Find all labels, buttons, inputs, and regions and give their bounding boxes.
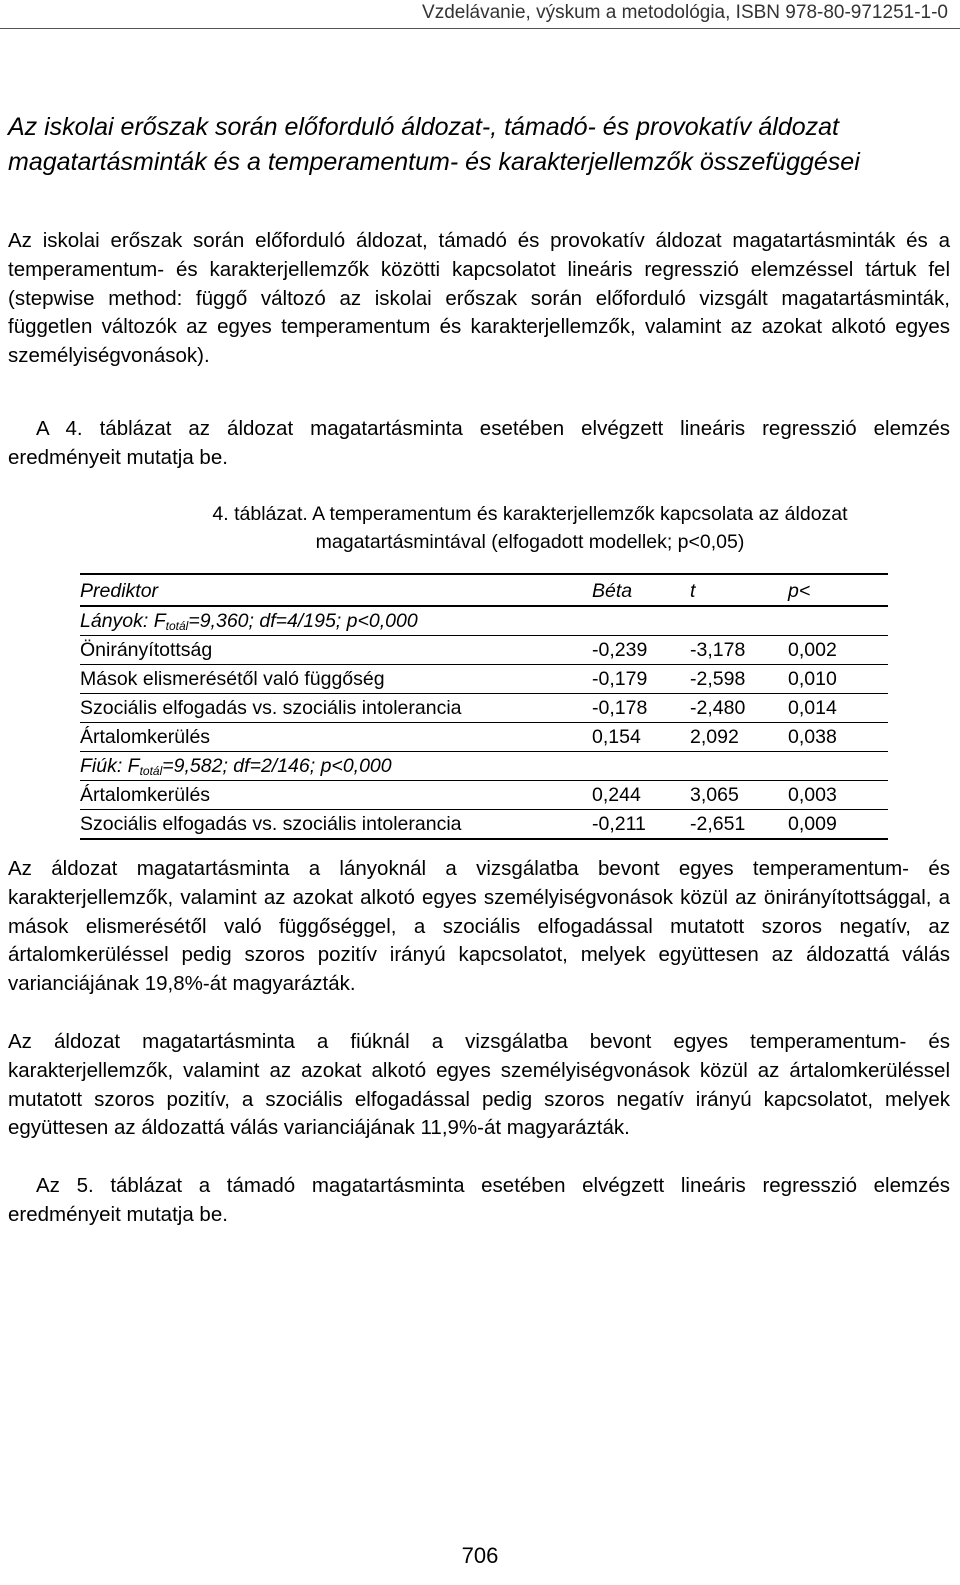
cell-beta: -0,178: [592, 694, 690, 723]
header-t: t: [690, 574, 788, 606]
cell-beta: -0,211: [592, 810, 690, 840]
table-caption: 4. táblázat. A temperamentum és karakterjellemzők kapcsolata az áldozat magatartásmintával (elfogadott modellek; p<0,05): [212, 503, 848, 553]
cell-t: -3,178: [690, 636, 788, 665]
cell-p: 0,014: [788, 694, 888, 723]
paragraph-boys-results: Az áldozat magatartásminta a fiúknál a vizsgálatba bevont egyes temperamentum- és karakterjellemzők, valamint az azokat alkotó egyes személyiségvonások közül az ártalomkerüléssel mutatott szoros pozitív, a szociális elfogadással pedig szoros negatív irányú kapcsolatot, melyek együttesen az áldozattá válás varianciájának 11,9%-át magyarázták.: [8, 1030, 950, 1140]
cell-predictor: Szociális elfogadás vs. szociális intolerancia: [80, 810, 592, 840]
running-header: [0, 0, 960, 28]
header-p: p<: [788, 574, 888, 606]
paragraph-table-intro: A 4. táblázat az áldozat magatartásminta esetében elvégzett lineáris regresszió elemzés eredményeit mutatja be.: [8, 417, 950, 469]
page-number: 706: [461, 1543, 499, 1568]
paragraph-girls-results: Az áldozat magatartásminta a lányoknál a vizsgálatba bevont egyes temperamentum- és karakterjellemzők, valamint az azokat alkotó egyes személyiségvonások közül az önirányítottsággal, a mások elismerésétől való függőséggel, a szociális elfogadással mutatott szoros negatív, az ártalomkerüléssel pedig szoros pozitív irányú kapcsolatot, melyek együttesen az áldozattá válás varianciájának 19,8%-át magyarázták.: [8, 857, 950, 996]
cell-beta: -0,179: [592, 665, 690, 694]
cell-predictor: Önirányítottság: [80, 636, 592, 665]
regression-table: [80, 573, 888, 840]
cell-predictor: Mások elismerésétől való függőség: [80, 665, 592, 694]
group-row-girls: [80, 606, 888, 636]
cell-p: 0,010: [788, 665, 888, 694]
table-row: [80, 810, 888, 840]
table-row: [80, 781, 888, 810]
table-row: [80, 636, 888, 665]
table-row: [80, 723, 888, 752]
cell-t: 3,065: [690, 781, 788, 810]
cell-beta: 0,154: [592, 723, 690, 752]
group-row-boys: [80, 752, 888, 781]
group-label: Lányok: $F_{totál}=9,360$; df=4/195; p<0,000: [80, 606, 888, 636]
table-row: [80, 665, 888, 694]
cell-p: 0,009: [788, 810, 888, 840]
cell-beta: 0,244: [592, 781, 690, 810]
section-title: Az iskolai erőszak során előforduló áldozat-, támadó- és provokatív áldozat magatartásminták és a temperamentum- és karakterjellemzők összefüggései: [8, 113, 860, 176]
cell-p: 0,002: [788, 636, 888, 665]
cell-predictor: Ártalomkerülés: [80, 723, 592, 752]
cell-p: 0,038: [788, 723, 888, 752]
cell-t: 2,092: [690, 723, 788, 752]
cell-t: -2,598: [690, 665, 788, 694]
paragraph-method: Az iskolai erőszak során előforduló áldozat, támadó és provokatív áldozat magatartásminták és a temperamentum- és karakterjellemzők közötti kapcsolatot lineáris regresszió elemzéssel tártuk fel (stepwise method: függő változó az iskolai erőszak során előforduló vizsgált magatartásminták, független változók az egyes temperamentum és karakterjellemzők, valamint az azokat alkotó egyes személyiségvonások).: [8, 229, 950, 368]
table-header-row: [80, 574, 888, 606]
running-title: Vzdelávanie, výskum a metodológia, ISBN 978-80-971251-1-0: [422, 2, 948, 23]
group-label: Fiúk: $F_{totál}=9,582$; df=2/146; p<0,000: [80, 752, 888, 781]
cell-t: -2,651: [690, 810, 788, 840]
cell-beta: -0,239: [592, 636, 690, 665]
cell-t: -2,480: [690, 694, 788, 723]
cell-p: 0,003: [788, 781, 888, 810]
cell-predictor: Ártalomkerülés: [80, 781, 592, 810]
paragraph-next-table: Az 5. táblázat a támadó magatartásminta esetében elvégzett lineáris regresszió elemzés eredményeit mutatja be.: [8, 1174, 950, 1226]
header-beta: Béta: [592, 574, 690, 606]
header-divider: [0, 28, 960, 29]
header-predictor: Prediktor: [80, 574, 592, 606]
table-row: [80, 694, 888, 723]
cell-predictor: Szociális elfogadás vs. szociális intolerancia: [80, 694, 592, 723]
